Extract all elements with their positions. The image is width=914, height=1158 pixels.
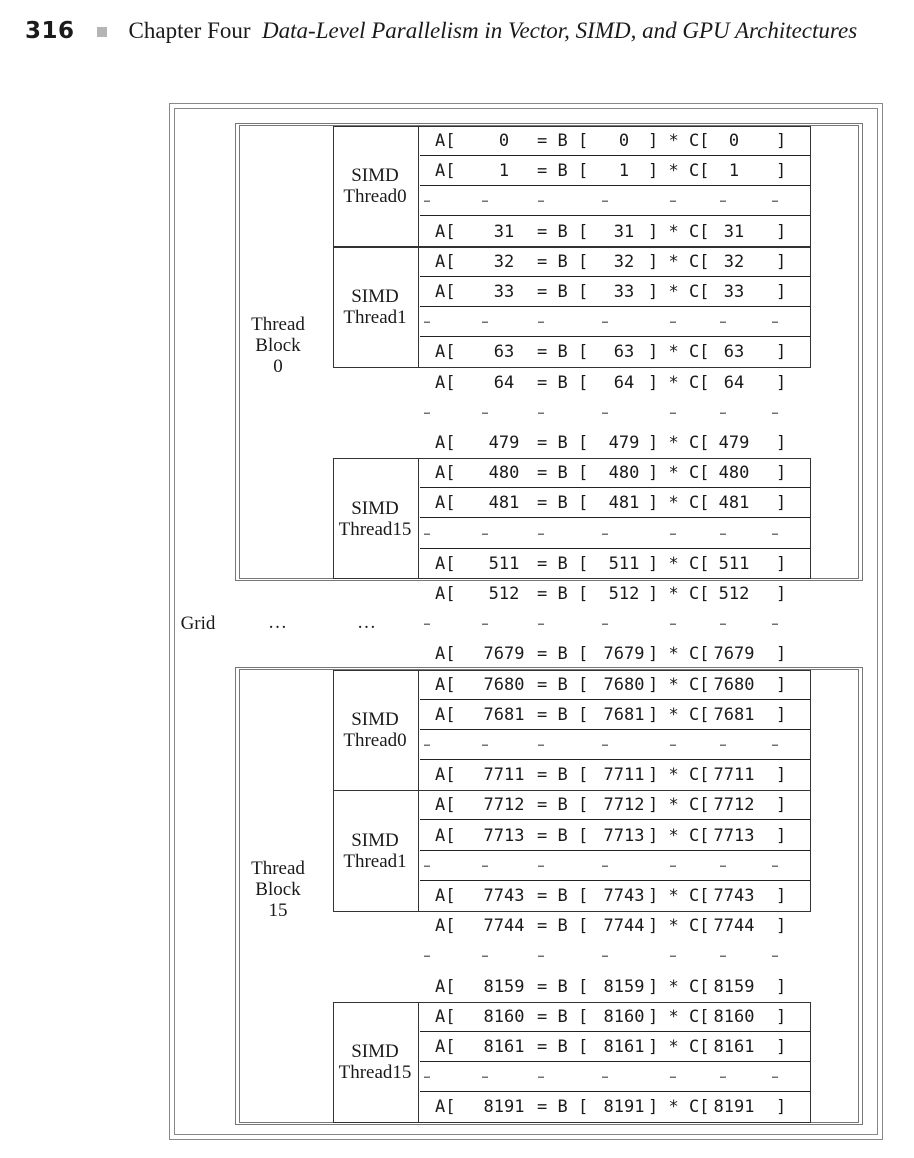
ellipsis-mark: … [538, 617, 544, 629]
ellipsis-row [420, 851, 810, 881]
index-b: 8161 [603, 1037, 645, 1057]
index-c: 7743 [713, 886, 755, 906]
ellipsis-mark: … [538, 949, 544, 961]
ellipsis-mark: … [720, 617, 726, 629]
ellipsis-mark: … [538, 526, 544, 538]
op-mul: ] * C[ [648, 795, 710, 816]
element-row [420, 639, 792, 669]
element-row [420, 156, 810, 186]
ellipsis-row [420, 519, 810, 549]
op-close: ] [776, 674, 787, 695]
index-b: 0 [618, 131, 630, 151]
element-row [420, 247, 810, 277]
op-eq: = B [ [537, 674, 589, 695]
op-close: ] [776, 886, 787, 906]
ellipsis-mark: … [670, 949, 676, 961]
op-mul: ] * C[ [648, 553, 710, 574]
ellipsis-mark: … [602, 617, 608, 629]
index-a: 7743 [483, 886, 525, 906]
index-b: 33 [613, 282, 635, 302]
ellipsis-mark: … [538, 738, 544, 749]
element-row [420, 549, 792, 579]
ellipsis-mark: … [424, 738, 430, 749]
index-a: 8161 [483, 1037, 525, 1057]
op-a: A[ [435, 644, 456, 665]
op-eq: = B [ [537, 1097, 589, 1118]
ellipsis-mark: … [772, 738, 778, 749]
ellipsis-row [420, 730, 810, 760]
index-c: 63 [723, 342, 745, 363]
index-b: 7743 [603, 886, 645, 906]
op-eq: = B [ [537, 282, 589, 302]
op-close: ] [776, 342, 787, 363]
index-b: 480 [608, 463, 640, 484]
element-row [420, 821, 810, 851]
ellipsis-mark: … [482, 949, 488, 961]
element-row [420, 881, 792, 911]
op-eq: = B [ [537, 251, 589, 272]
element-row [420, 337, 792, 367]
ellipsis-mark: … [602, 315, 608, 327]
ellipsis-mark: … [670, 858, 676, 870]
index-c: 7713 [713, 825, 755, 846]
op-close: ] [776, 433, 787, 453]
simd-thread-label: SIMD Thread1 [343, 829, 407, 872]
ellipsis-mark: … [482, 194, 488, 206]
ellipsis-mark: … [424, 1070, 430, 1082]
op-mul: ] * C[ [648, 1097, 710, 1118]
element-row [420, 670, 810, 700]
index-a: 480 [488, 463, 520, 484]
index-b: 7744 [603, 916, 645, 937]
op-mul: ] * C[ [648, 251, 710, 272]
op-a: A[ [435, 1037, 456, 1057]
index-b: 511 [608, 553, 640, 574]
op-a: A[ [435, 553, 456, 574]
op-a: A[ [435, 493, 456, 514]
index-b: 7711 [603, 765, 645, 786]
index-a: 0 [498, 131, 510, 151]
element-row [420, 1032, 810, 1062]
index-b: 8159 [603, 976, 645, 997]
ellipsis-mark: … [482, 617, 488, 629]
simd-thread-label: SIMD Thread15 [338, 497, 412, 540]
index-a: 7680 [483, 674, 525, 695]
op-a: A[ [435, 704, 456, 725]
ellipsis-mark: … [602, 949, 608, 961]
thread-block-label: Thread Block 0 [251, 314, 305, 378]
index-c: 479 [718, 433, 750, 453]
index-c: 31 [723, 221, 745, 242]
ellipsis-mark: … [538, 315, 544, 327]
op-a: A[ [435, 1097, 456, 1118]
index-b: 7680 [603, 674, 645, 695]
index-c: 1 [728, 161, 740, 182]
ellipsis-mark: … [720, 405, 726, 417]
op-a: A[ [435, 1006, 456, 1027]
page-header [25, 14, 857, 48]
ellipsis-mark: … [482, 738, 488, 749]
op-mul: ] * C[ [648, 825, 710, 846]
op-eq: = B [ [537, 553, 589, 574]
op-mul: ] * C[ [648, 1037, 710, 1057]
op-mul: ] * C[ [648, 584, 710, 604]
op-mul: ] * C[ [648, 131, 710, 151]
ellipsis-mark: … [720, 858, 726, 870]
op-mul: ] * C[ [648, 161, 710, 182]
op-eq: = B [ [537, 131, 589, 151]
index-b: 31 [613, 221, 635, 242]
op-a: A[ [435, 161, 456, 182]
op-a: A[ [435, 795, 456, 816]
op-a: A[ [435, 372, 456, 393]
ellipsis-mark: … [772, 315, 778, 327]
op-eq: = B [ [537, 372, 589, 393]
op-eq: = B [ [537, 795, 589, 816]
index-b: 481 [608, 493, 640, 514]
op-close: ] [776, 372, 787, 393]
index-c: 512 [718, 584, 750, 604]
ellipsis-mark: … [424, 949, 430, 961]
op-a: A[ [435, 433, 456, 453]
thread-block-label: Thread Block 15 [251, 857, 305, 921]
ellipsis-mark: … [424, 315, 430, 327]
index-c: 511 [718, 553, 750, 574]
grid-ellipsis: … [357, 612, 376, 634]
op-close: ] [776, 916, 787, 937]
ellipsis-mark: … [720, 949, 726, 961]
ellipsis-mark: … [772, 1070, 778, 1082]
op-close: ] [776, 493, 787, 514]
op-mul: ] * C[ [648, 342, 710, 363]
index-a: 481 [488, 493, 520, 514]
op-mul: ] * C[ [648, 765, 710, 786]
simd-thread-label: SIMD Thread0 [343, 709, 407, 751]
ellipsis-mark: … [602, 1070, 608, 1082]
element-row [420, 790, 810, 820]
simd-thread-label: SIMD Thread1 [343, 286, 407, 329]
grid-label: Grid [180, 613, 216, 635]
index-c: 64 [723, 372, 745, 393]
ellipsis-mark: … [670, 526, 676, 538]
index-a: 7679 [483, 644, 525, 665]
ellipsis-row [420, 398, 792, 428]
index-c: 8159 [713, 976, 755, 997]
index-a: 8160 [483, 1006, 525, 1027]
index-b: 512 [608, 584, 640, 604]
grid-ellipsis: … [268, 612, 287, 634]
index-c: 8160 [713, 1006, 755, 1027]
op-a: A[ [435, 886, 456, 906]
op-eq: = B [ [537, 1037, 589, 1057]
ellipsis-mark: … [538, 194, 544, 206]
element-row [420, 700, 810, 730]
index-a: 479 [488, 433, 520, 453]
index-b: 8160 [603, 1006, 645, 1027]
ellipsis-mark: … [602, 194, 608, 206]
index-c: 481 [718, 493, 750, 514]
ellipsis-mark: … [482, 858, 488, 870]
index-b: 7681 [603, 704, 645, 725]
ellipsis-mark: … [538, 858, 544, 870]
index-b: 7679 [603, 644, 645, 665]
op-a: A[ [435, 282, 456, 302]
op-eq: = B [ [537, 463, 589, 484]
ellipsis-mark: … [772, 858, 778, 870]
op-a: A[ [435, 916, 456, 937]
index-c: 0 [728, 131, 740, 151]
ellipsis-mark: … [670, 315, 676, 327]
index-a: 7712 [483, 795, 525, 816]
element-row [420, 760, 792, 790]
op-a: A[ [435, 463, 456, 484]
index-b: 7712 [603, 795, 645, 816]
ellipsis-row [420, 1062, 810, 1092]
op-close: ] [776, 282, 787, 302]
index-b: 63 [613, 342, 635, 363]
ellipsis-mark: … [670, 1070, 676, 1082]
ellipsis-mark: … [424, 194, 430, 206]
index-a: 7681 [483, 704, 525, 725]
index-a: 1 [498, 161, 510, 182]
ellipsis-mark: … [602, 738, 608, 749]
element-row [420, 126, 810, 156]
op-mul: ] * C[ [648, 282, 710, 302]
index-c: 32 [723, 251, 745, 272]
op-close: ] [776, 1037, 787, 1057]
op-eq: = B [ [537, 493, 589, 514]
op-mul: ] * C[ [648, 916, 710, 937]
op-a: A[ [435, 584, 456, 604]
index-a: 8159 [483, 976, 525, 997]
op-mul: ] * C[ [648, 433, 710, 453]
op-close: ] [776, 584, 787, 604]
op-close: ] [776, 1006, 787, 1027]
page-number: 316 [25, 18, 75, 44]
op-close: ] [776, 131, 787, 151]
op-eq: = B [ [537, 976, 589, 997]
ellipsis-mark: … [670, 617, 676, 629]
op-a: A[ [435, 765, 456, 786]
op-close: ] [776, 553, 787, 574]
index-c: 480 [718, 463, 750, 484]
ellipsis-row [420, 186, 810, 216]
op-mul: ] * C[ [648, 886, 710, 906]
op-close: ] [776, 1097, 787, 1118]
ellipsis-mark: … [772, 949, 778, 961]
index-a: 8191 [483, 1097, 525, 1118]
index-c: 7712 [713, 795, 755, 816]
ellipsis-mark: … [720, 526, 726, 538]
index-c: 7680 [713, 674, 755, 695]
op-close: ] [776, 221, 787, 242]
index-c: 8161 [713, 1037, 755, 1057]
ellipsis-mark: … [670, 738, 676, 749]
ellipsis-mark: … [482, 1070, 488, 1082]
element-row [420, 277, 810, 307]
op-mul: ] * C[ [648, 704, 710, 725]
ellipsis-mark: … [602, 405, 608, 417]
op-close: ] [776, 825, 787, 846]
element-row [420, 428, 792, 458]
op-close: ] [776, 251, 787, 272]
ellipsis-mark: … [482, 405, 488, 417]
index-a: 7713 [483, 825, 525, 846]
op-eq: = B [ [537, 221, 589, 242]
index-b: 479 [608, 433, 640, 453]
index-a: 512 [488, 584, 520, 604]
simd-thread-label: SIMD Thread0 [343, 165, 407, 208]
op-mul: ] * C[ [648, 221, 710, 242]
ellipsis-mark: … [602, 858, 608, 870]
op-eq: = B [ [537, 644, 589, 665]
simd-thread-label: SIMD Thread15 [338, 1041, 412, 1084]
op-eq: = B [ [537, 825, 589, 846]
op-a: A[ [435, 825, 456, 846]
index-a: 33 [493, 282, 515, 302]
op-close: ] [776, 795, 787, 816]
op-close: ] [776, 161, 787, 182]
index-c: 7679 [713, 644, 755, 665]
op-mul: ] * C[ [648, 976, 710, 997]
index-b: 32 [613, 251, 635, 272]
op-a: A[ [435, 131, 456, 151]
op-mul: ] * C[ [648, 674, 710, 695]
ellipsis-mark: … [670, 194, 676, 206]
ellipsis-mark: … [482, 526, 488, 538]
op-close: ] [776, 644, 787, 665]
op-mul: ] * C[ [648, 463, 710, 484]
element-row [420, 911, 792, 941]
op-eq: = B [ [537, 1006, 589, 1027]
index-a: 511 [488, 553, 520, 574]
op-a: A[ [435, 251, 456, 272]
op-close: ] [776, 704, 787, 725]
ellipsis-row [420, 941, 792, 971]
element-row [420, 458, 810, 488]
op-a: A[ [435, 342, 456, 363]
element-row [420, 579, 792, 609]
index-a: 64 [493, 372, 515, 393]
ellipsis-mark: … [482, 315, 488, 327]
op-mul: ] * C[ [648, 1006, 710, 1027]
ellipsis-mark: … [424, 405, 430, 417]
ellipsis-mark: … [424, 526, 430, 538]
op-close: ] [776, 463, 787, 484]
op-eq: = B [ [537, 433, 589, 453]
ellipsis-mark: … [424, 617, 430, 629]
element-row [420, 217, 792, 247]
index-c: 8191 [713, 1097, 755, 1118]
op-eq: = B [ [537, 886, 589, 906]
ellipsis-mark: … [602, 526, 608, 538]
index-c: 33 [723, 282, 745, 302]
ellipsis-mark: … [772, 617, 778, 629]
op-mul: ] * C[ [648, 644, 710, 665]
element-row [420, 972, 792, 1002]
chapter-title: Data-Level Parallelism in Vector, SIMD, and GPU Architectures [262, 18, 858, 43]
op-eq: = B [ [537, 342, 589, 363]
op-a: A[ [435, 674, 456, 695]
index-a: 7711 [483, 765, 525, 786]
ellipsis-mark: … [720, 738, 726, 749]
ellipsis-row [420, 307, 810, 337]
op-eq: = B [ [537, 584, 589, 604]
ellipsis-mark: … [538, 1070, 544, 1082]
ellipsis-mark: … [538, 405, 544, 417]
op-a: A[ [435, 221, 456, 242]
ellipsis-mark: … [772, 526, 778, 538]
ellipsis-mark: … [720, 315, 726, 327]
op-close: ] [776, 765, 787, 786]
ellipsis-mark: … [424, 858, 430, 870]
op-eq: = B [ [537, 161, 589, 182]
index-b: 7713 [603, 825, 645, 846]
element-row [420, 1002, 810, 1032]
index-c: 7681 [713, 704, 755, 725]
op-eq: = B [ [537, 765, 589, 786]
index-a: 63 [493, 342, 515, 363]
element-row [420, 368, 792, 398]
ellipsis-row [420, 609, 792, 639]
separator-square-icon [97, 27, 107, 37]
ellipsis-mark: … [772, 405, 778, 417]
index-a: 32 [493, 251, 515, 272]
index-a: 31 [493, 221, 515, 242]
index-b: 64 [613, 372, 635, 393]
ellipsis-mark: … [720, 1070, 726, 1082]
element-row [420, 1092, 792, 1122]
element-row [420, 488, 810, 518]
op-mul: ] * C[ [648, 372, 710, 393]
index-a: 7744 [483, 916, 525, 937]
index-c: 7744 [713, 916, 755, 937]
op-eq: = B [ [537, 704, 589, 725]
chapter-label: Chapter Four [128, 18, 251, 43]
index-b: 1 [618, 161, 630, 182]
index-c: 7711 [713, 765, 755, 786]
op-eq: = B [ [537, 916, 589, 937]
op-a: A[ [435, 976, 456, 997]
ellipsis-mark: … [670, 405, 676, 417]
running-head [129, 18, 858, 44]
index-b: 8191 [603, 1097, 645, 1118]
op-close: ] [776, 976, 787, 997]
ellipsis-mark: … [772, 194, 778, 206]
ellipsis-mark: … [720, 194, 726, 206]
op-mul: ] * C[ [648, 493, 710, 514]
